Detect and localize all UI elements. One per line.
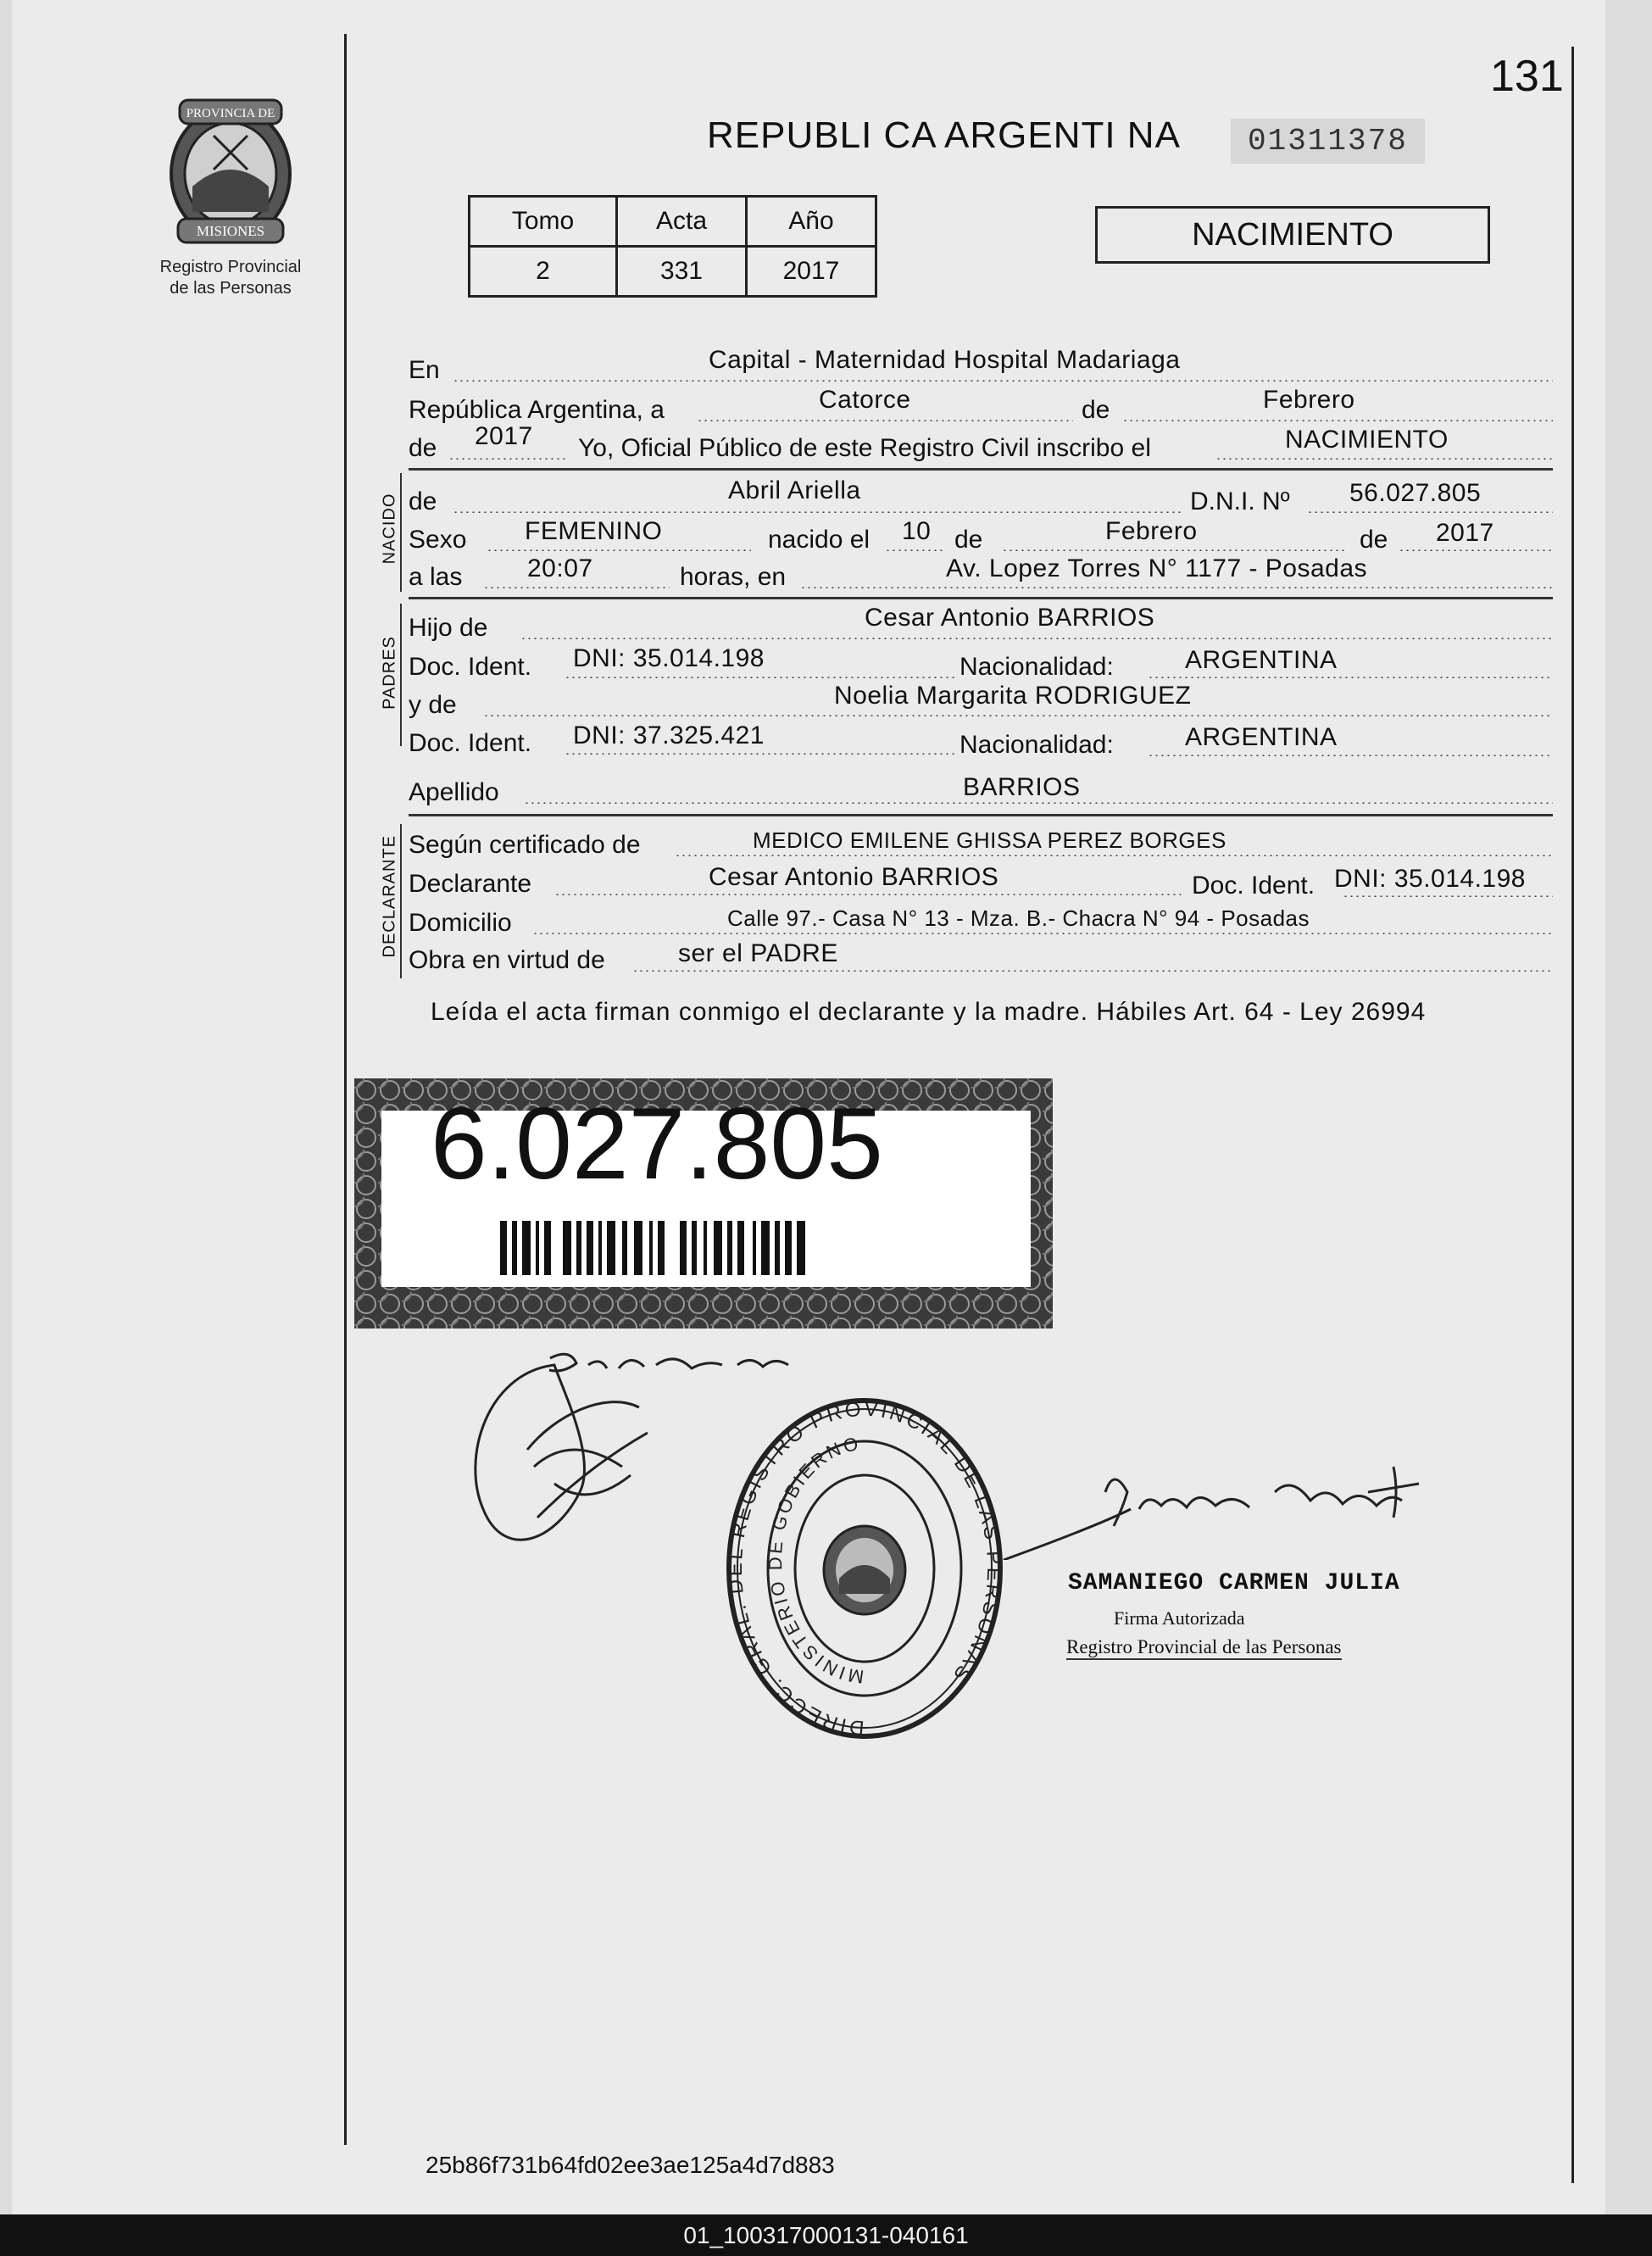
y-de-label: y de [409,691,457,719]
de-label: de [409,434,437,462]
official-org: Registro Provincial de las Personas [1066,1636,1342,1660]
record-table-cell: 2 [470,247,617,297]
en-label: En [409,356,440,384]
month-word: Febrero [1263,386,1355,414]
dni-label: D.N.I. Nº [1190,487,1290,515]
doc-ident-label: Doc. Ident. [409,729,532,757]
emblem-top-text: PROVINCIA DE [186,107,275,120]
dotted-line [565,677,958,678]
dni-sticker-number: 6.027.805 [431,1087,883,1200]
logo-caption-line-1: Registro Provincial [159,258,302,276]
closing-note: Leída el acta firman conmigo el declarante y la madre. Hábiles Art. 64 - Ley 26994 [431,998,1427,1026]
section-divider [409,814,1553,816]
birth-day: 10 [902,517,932,545]
year-value: 2017 [475,422,533,450]
official-name: SAMANIEGO CARMEN JULIA [1068,1570,1400,1596]
nacido-section-label: NACIDO [380,493,399,565]
de-label: de [1360,526,1388,554]
record-table-value-row [470,247,876,297]
hijo-de-label: Hijo de [409,614,488,642]
domicilio-value: Calle 97.- Casa N° 13 - Mza. B.- Chacra N° 94 - Posadas [727,905,1310,931]
sexo-value: FEMENINO [525,517,663,545]
section-bracket [400,604,402,746]
dotted-line [697,420,1073,421]
father-name: Cesar Antonio BARRIOS [865,604,1155,632]
right-margin-line [1571,47,1574,2183]
nacionalidad-label: Nacionalidad: [959,653,1114,681]
child-dni: 56.027.805 [1349,479,1482,507]
dni-sticker [354,1078,1053,1329]
section-divider [409,468,1553,471]
declarante-value: Cesar Antonio BARRIOS [709,863,999,891]
apellido-label: Apellido [409,778,499,806]
record-table-header: Tomo [470,197,617,247]
mother-nationality: ARGENTINA [1185,723,1338,751]
dotted-line [520,638,1553,639]
section-divider [409,597,1553,599]
dotted-line [632,970,1553,972]
horas-label: horas, en [680,563,787,591]
document-title: REPUBLI CA ARGENTI NA [707,114,1181,156]
dotted-line [532,933,1553,934]
logo-caption [137,257,324,299]
sexo-label: Sexo [409,526,467,554]
child-name: Abril Ariella [728,476,861,504]
dotted-line [1148,677,1553,678]
signature-text: Barrios Cesar A [563,1407,570,1408]
cert-value: MEDICO EMILENE GHISSA PEREZ BORGES [753,827,1226,853]
authorized-signature [995,1458,1436,1560]
birth-month: Febrero [1105,517,1198,545]
official-role: Firma Autorizada [1114,1607,1245,1629]
section-bracket [400,824,402,978]
mother-doc: DNI: 37.325.421 [573,721,765,749]
dotted-line [524,802,1553,804]
dotted-line [1307,511,1553,513]
document-hash: 25b86f731b64fd02ee3ae125a4d7d883 [426,2152,835,2178]
record-table-cell: 2017 [747,247,876,297]
serial-stamp: 01311378 [1231,119,1425,164]
seal-emblem-icon [824,1526,905,1614]
birth-time: 20:07 [527,554,593,582]
father-doc: DNI: 35.014.198 [573,644,765,672]
dotted-line [1148,755,1553,756]
dotted-line [1122,420,1553,421]
doc-ident-label: Doc. Ident. [409,653,532,681]
section-bracket [400,473,402,592]
dotted-line [675,855,1553,856]
nacido-el-label: nacido el [768,526,870,554]
dotted-line [800,587,1553,588]
left-margin-line [344,34,347,2145]
birth-place: Av. Lopez Torres N° 1177 - Posadas [946,554,1368,582]
declarante-doc: DNI: 35.014.198 [1334,865,1526,893]
dotted-line [565,753,958,755]
doc-ident-label: Doc. Ident. [1192,872,1315,900]
page-number: 131 [1490,52,1564,101]
cert-label: Según certificado de [409,831,641,859]
obra-label: Obra en virtud de [409,946,605,974]
apellido-value: BARRIOS [963,773,1081,801]
dotted-line [1215,458,1553,460]
father-nationality: ARGENTINA [1185,646,1338,674]
document-page [12,0,1605,2214]
a-las-label: a las [409,563,463,591]
domicilio-label: Domicilio [409,909,512,937]
act-type-box: NACIMIENTO [1095,206,1490,264]
de-label: de [409,487,437,515]
emblem-bottom-text: MISIONES [196,223,265,239]
dotted-line [448,458,567,460]
dotted-line [453,380,1553,382]
day-word: Catorce [819,386,911,414]
record-table [468,195,877,298]
province-emblem-icon [154,93,307,250]
act-value: NACIMIENTO [1285,426,1449,454]
record-table-cell: 331 [617,247,747,297]
dotted-line [1002,549,1348,551]
republica-label: República Argentina, a [409,396,665,424]
en-value: Capital - Maternidad Hospital Madariaga [709,346,1181,374]
mother-name: Noelia Margarita RODRIGUEZ [834,682,1192,710]
dotted-line [487,549,751,551]
record-table-header: Año [747,197,876,247]
obra-value: ser el PADRE [678,939,838,967]
de-label: de [954,526,983,554]
dotted-line [1399,549,1553,551]
dotted-line [554,894,1185,895]
footer-id: 01_100317000131-040161 [0,2214,1652,2256]
record-table-header: Acta [617,197,747,247]
dotted-line [453,511,1182,513]
record-table-header-row [470,197,876,247]
dotted-line [483,715,1553,716]
seal-inner-text: MINISTERIO DE GOBIERNO [764,1432,865,1688]
official-seal [720,1390,1009,1746]
dotted-line [885,549,946,551]
de-label: de [1082,396,1110,424]
birth-year: 2017 [1436,519,1494,547]
seal-outer-text: DIRECC. GRAL. DEL REGISTRO PROVINCIAL DE LAS PERSONAS [724,1397,1006,1740]
declarante-section-label: DECLARANTE [380,835,399,958]
declarante-label: Declarante [409,870,532,898]
nacionalidad-label: Nacionalidad: [959,731,1114,759]
oficial-text: Yo, Oficial Público de este Registro Civil inscribo el [578,434,1151,462]
logo-caption-line-2: de las Personas [170,279,292,298]
padres-section-label: PADRES [380,636,399,710]
dotted-line [1343,895,1553,897]
dotted-line [483,587,670,588]
